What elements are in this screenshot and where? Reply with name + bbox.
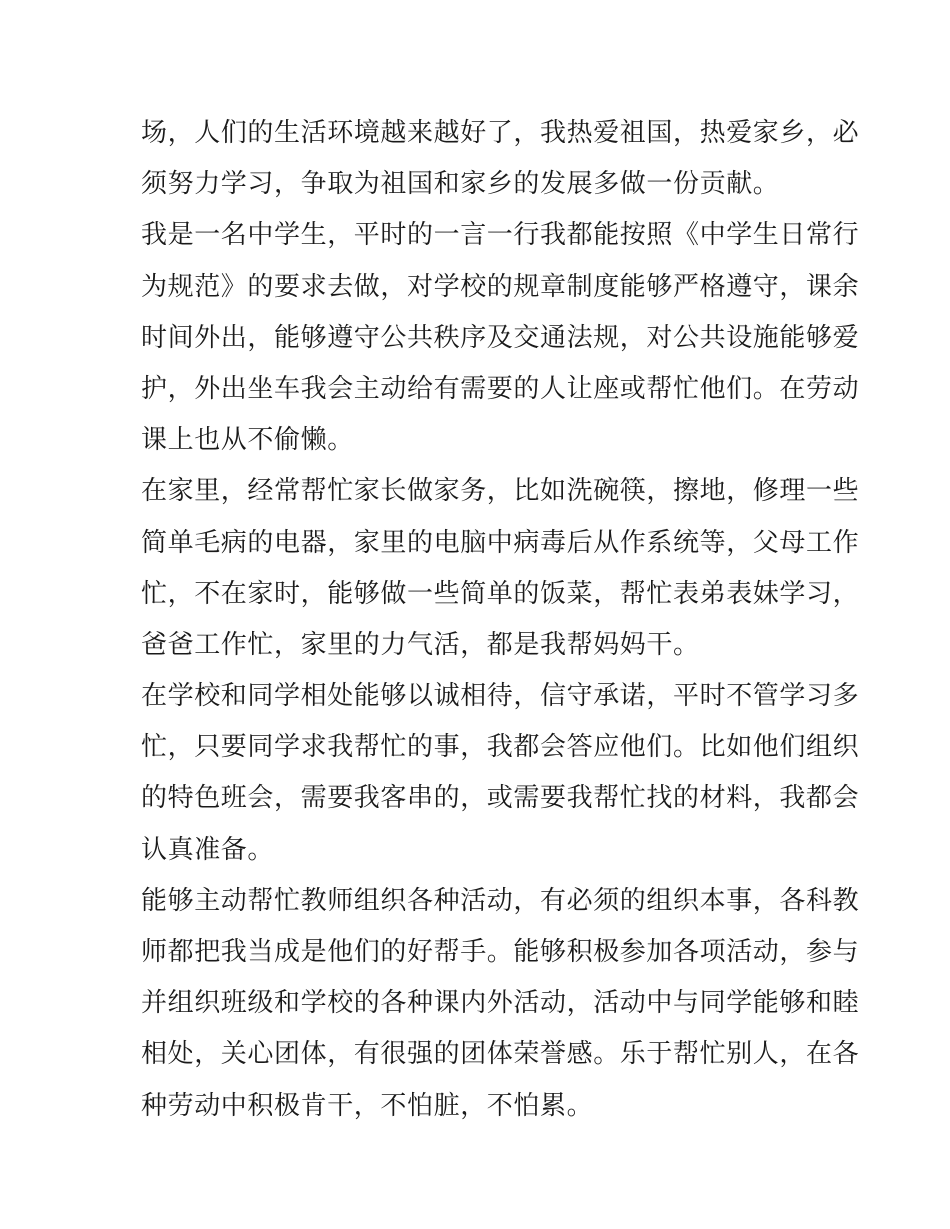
text-line: 相处，关心团体，有很强的团体荣誉感。乐于帮忙别人，在各 bbox=[141, 1039, 860, 1070]
document-body bbox=[141, 108, 860, 1132]
text-line: 我是一名中学生，平时的一言一行我都能按照《中学生日常行 bbox=[141, 220, 860, 251]
text-line: 师都把我当成是他们的好帮手。能够积极参加各项活动，参与 bbox=[141, 937, 860, 967]
text-line: 忙，不在家时，能够做一些简单的饭菜，帮忙表弟表妹学习， bbox=[141, 578, 860, 609]
text-line: 为规范》的要求去做，对学校的规章制度能够严格遵守，课余 bbox=[141, 271, 860, 302]
text-line: 种劳动中积极肯干，不怕脏，不怕累。 bbox=[141, 1090, 594, 1121]
text-line: 的特色班会，需要我客串的，或需要我帮忙找的材料，我都会 bbox=[141, 783, 860, 814]
text-line: 在家里，经常帮忙家长做家务，比如洗碗筷，擦地，修理一些 bbox=[141, 476, 860, 507]
text-line: 须努力学习，争取为祖国和家乡的发展多做一份贡献。 bbox=[141, 169, 780, 200]
text-line: 场，人们的生活环境越来越好了，我热爱祖国，热爱家乡，必 bbox=[141, 118, 860, 148]
text-line: 护，外出坐车我会主动给有需要的人让座或帮忙他们。在劳动 bbox=[141, 373, 860, 404]
text-line: 课上也从不偷懒。 bbox=[141, 425, 354, 456]
text-line: 并组织班级和学校的各种课内外活动，活动中与同学能够和睦 bbox=[141, 988, 860, 1019]
text-line: 能够主动帮忙教师组织各种活动，有必须的组织本事，各科教 bbox=[141, 885, 860, 916]
text-line: 忙，只要同学求我帮忙的事，我都会答应他们。比如他们组织 bbox=[141, 732, 860, 763]
text-line: 认真准备。 bbox=[141, 834, 275, 865]
text-line: 时间外出，能够遵守公共秩序及交通法规，对公共设施能够爱 bbox=[141, 322, 860, 353]
text-line: 简单毛病的电器，家里的电脑中病毒后从作系统等，父母工作 bbox=[141, 527, 860, 558]
text-line: 在学校和同学相处能够以诚相待，信守承诺，平时不管学习多 bbox=[141, 681, 860, 712]
text-line: 爸爸工作忙，家里的力气活，都是我帮妈妈干。 bbox=[141, 629, 700, 660]
